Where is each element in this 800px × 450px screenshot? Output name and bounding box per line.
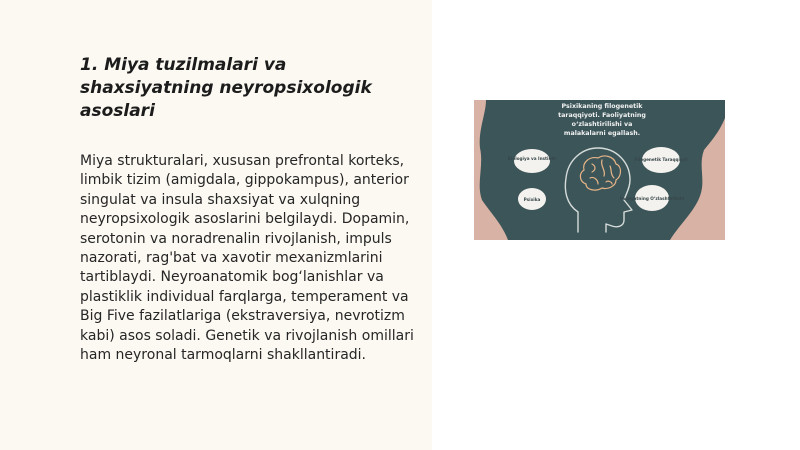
svg-text:Filogenetik Taraqqiyot: Filogenetik Taraqqiyot <box>634 157 688 162</box>
brain-illustration-svg <box>474 100 725 240</box>
figure-heading-line: malakalarni egallash. <box>563 130 641 137</box>
slide-body-text: Miya strukturalari, xususan prefrontal korteks, limbik tizim (amigdala, gippokampus), anterior singulat va insula shaxsiyat va xulqning neyropsixologik asoslarini belgilaydi. Dopamin, serotonin va noradrenalin rivojlanish, impuls nazorati, rag'bat va xavotir mexanizmlarini tartiblaydi. Neyroanatomik bog‘lanishlar va plastiklik individual farqlarga, temperament va Big Five fazilatlariga (ekstraversiya, nevrotizm kabi) asos soladi. Genetik va rivojlanish omillari ham neyronal tarmoqlarni shakllantiradi. <box>80 153 414 364</box>
brain-illustration <box>474 100 725 240</box>
figure-heading-line: o‘zlashtirilishi va <box>571 121 633 128</box>
svg-text:Psixika: Psixika <box>523 197 541 202</box>
slide-title: 1. Miya tuzilmalari va shaxsiyatning neyropsixologik asoslari <box>80 55 372 121</box>
bubble-psixika <box>518 188 546 210</box>
figure-heading-line: Psixikaning filogenetik <box>561 103 643 110</box>
svg-text:Biologiya va Instinkt: Biologiya va Instinkt <box>507 156 557 161</box>
figure-heading-line: taraqqiyoti. Faoliyatning <box>558 112 646 119</box>
svg-text:Faoliyatning O‘zlashtirilishi: Faoliyatning O‘zlashtirilishi <box>619 196 685 201</box>
